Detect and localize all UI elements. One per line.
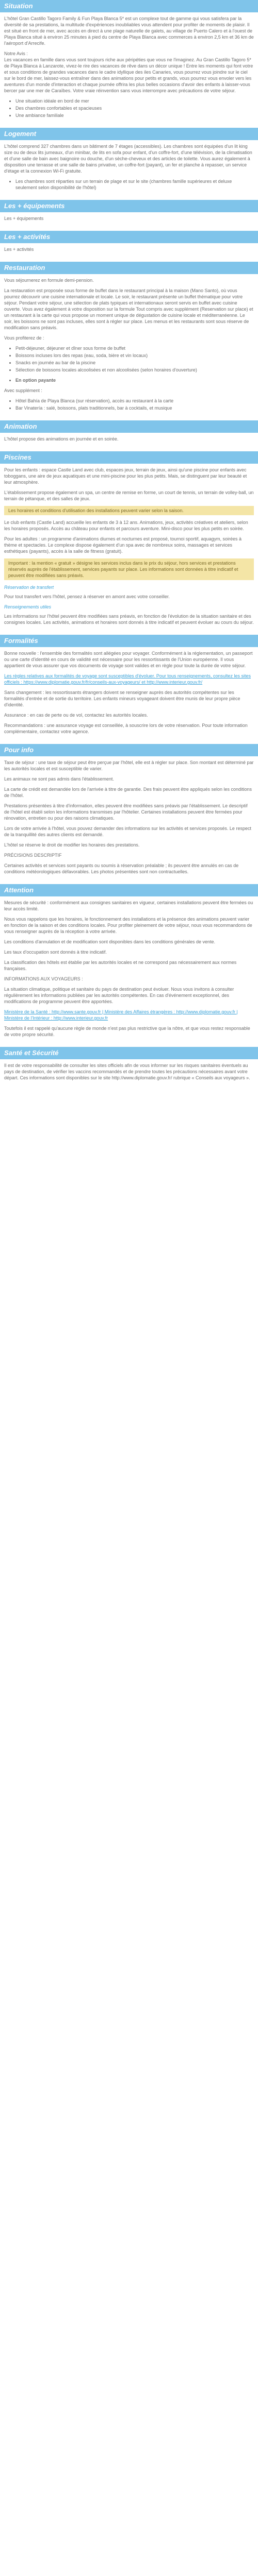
formalites-paragraph: Recommandations : une assurance voyage est conseillée, à souscrire lors de votre réservation. Pour toute information complémentaire, contactez votre agence. [4, 723, 248, 734]
section-body-sante [0, 1059, 258, 1090]
list-item: • Des chambres confortables et spacieuses [15, 105, 254, 111]
section-body-equipements [0, 212, 258, 231]
restauration-paragraph: La restauration est proposée sous forme de buffet dans le restaurant principal à la maison (Mano Santo), où vous pourrez découvrir une cuisine internationale et locale. Le soir, le restaurant présente un buffet thématique pour votre séjour. Pendant votre séjour, une sélection de plats typiques et internationaux seront servis en buffet avec cuisine ouverte. Vous avez également à votre disposition sur la formule Tout compris avec supplément (Reservation sur place) et un restaurant à la carte qui vous propose un moment unique de dégustation de cuisine locale et méditerranéenne. Le soir, les boissons ne sont pas incluses, elles sont à régler sur place. Les menus et les restaurants sont sous réserve de modification sans préavis. [4, 288, 253, 330]
notice-bar: Important : la mention « gratuit » désigne les services inclus dans le prix du séjour, hors services et prestations réservés auprès de l'établissement, services payants sur place. Les informations sont données à titre indicatif et peuvent être modifiées sans préavis. [4, 558, 254, 580]
list-item: • Une situation idéale en bord de mer [15, 98, 254, 104]
pourinfo-paragraph: L'hôtel se réserve le droit de modifier les horaires des prestations. [4, 842, 140, 848]
piscines-paragraph: Les informations sur l'hôtel peuvent être modifiées sans préavis, en fonction de l'évolution de la situation sanitaire et des consignes locales. Les activités, animations et horaires sont donnés à titre indicatif et peuvent évoluer au cours du séjour. [4, 614, 254, 625]
section-header-logement: Logement [0, 128, 258, 140]
section-header-animation: Animation [0, 420, 258, 433]
informations-paragraph: Toutefois il est rappelé qu'aucune règle de monde n'est pas plus restrictive que la nôtre, et que vous restez responsable de votre propre sécurité. [4, 1026, 250, 1037]
list-item: • Snacks en journée au bar de la piscine [15, 360, 254, 366]
section-header-attention: Attention [0, 884, 258, 896]
pourinfo-paragraph: La carte de crédit est demandée lors de l'arrivée à titre de garantie. Des frais peuvent être appliqués selon les conditions de l'hôtel. [4, 787, 252, 798]
section-header-activites: Les + activités [0, 231, 258, 243]
pourinfo-paragraph: Taxe de séjour : une taxe de séjour peut être perçue par l'hôtel, elle est à régler sur place. Son montant est déterminé par les autorités locales et est susceptible de varier. [4, 760, 254, 771]
option-label: En option payante [15, 378, 56, 383]
notice-bar: Les horaires et conditions d'utilisation des installations peuvent varier selon la saison. [4, 506, 254, 515]
section-header-piscines: Piscines [0, 451, 258, 464]
option-list [4, 377, 254, 383]
list-item: • Sélection de boissons locales alcoolisées et non alcoolisées (selon horaires d'ouverture) [15, 367, 254, 373]
section-body-restauration [0, 274, 258, 420]
section-body-animation [0, 433, 258, 451]
logement-list [4, 178, 254, 191]
logement-paragraph: L'hôtel comprend 327 chambres dans un bâtiment de 7 étages (accessibles). Les chambres sont équipées d'un lit king size ou de deux lits jumeaux, d'un minibar, de lits en sofa pour enfant, d'un coffre-fort, d'une télévision, de la climatisation et d'une salle de bain avec baignoire ou douche, d'un sèche-cheveux et des articles de toilette. Vous aurez également à disposition une terrasse et une salle de bains privative, un coffre-fort (payant), un fer et planche à repasser, un service d'étage et la connexion Wi-Fi gratuite. [4, 144, 252, 174]
list-item: • Boissons incluses lors des repas (eau, soda, bière et vin locaux) [15, 352, 254, 359]
section-header-sante: Santé et Sécurité [0, 1047, 258, 1059]
informations-links[interactable]: Ministère de la Santé : http://www.sante.gouv.fr | Ministère des Affaires étrangères : http://www.diplomatie.gouv.fr | Ministère de l'Intérieur : http://www.interieur.gouv.fr [4, 1009, 238, 1021]
section-body-situation [0, 12, 258, 128]
equipements-text: Les + équipements [4, 216, 44, 221]
list-item: • Les chambres sont réparties sur un terrain de plage et sur le site (chambres famille supérieures et deluxe seulement selon disponibilité de l'hôtel) [15, 178, 254, 191]
piscines-paragraph: Pour tout transfert vers l'hôtel, pensez à réserver en amont avec votre conseiller. [4, 594, 170, 599]
subhead: Réservation de transfert [4, 585, 54, 590]
section-body-formalites [0, 647, 258, 744]
piscines-paragraph: Pour les adultes : un programme d'animations diurnes et nocturnes est proposé, tournoi sportif, aquagym, soirées à thème et spectacles. Le complexe dispose également d'un spa avec de nombreux soins, massages et services esthétiques (payants), accès à la salle de fitness (gratuit). [4, 536, 241, 554]
list-item: • Bar Vinatería : salé, boissons, plats traditionnels, bar à cocktails, et musique [15, 405, 254, 411]
section-body-pourinfo [0, 756, 258, 884]
animation-paragraph: L'hôtel propose des animations en journée et en soirée. [4, 436, 119, 442]
subhead: Renseignements utiles [4, 604, 52, 609]
attention-paragraph: Les conditions d'annulation et de modification sont disponibles dans les conditions générales de vente. [4, 939, 215, 944]
restauration-paragraph: Vous séjournerez en formule demi-pension. [4, 278, 94, 283]
attention-paragraph: La classification des hôtels est établie par les autorités locales et ne correspond pas nécessairement aux normes françaises. [4, 960, 237, 971]
option-detail-list [4, 398, 254, 411]
situation-paragraph: L'hôtel Gran Castillo Tagoro Family & Fun Playa Blanca 5* est un complexe tout de gamme qui vous satisfera par la diversité de sa prestations, la multitude d'expériences inoubliables vous attendent pour profiter de moments de plaisir. Il est situé en front de mer, avec accès en direct à une plage naturelle de galets, au village de Puerto Calero et à l'ouest de Playa Blanca situé à environ 25 minutes à pied du centre de Playa Blanca avec commerces à environ 2,5 km et 36 km de l'aéroport d'Arrecife. [4, 16, 254, 46]
section-body-attention [0, 896, 258, 1047]
situation-highlights [4, 98, 254, 118]
attention-paragraph: Nous vous rappelons que les horaires, le fonctionnement des installations et la présence des animations peuvent varier en fonction de la saison et des conditions locales. Pour profiter pleinement de votre séjour, nous vous recommandons de vous renseigner auprès de la réception à votre arrivée. [4, 917, 252, 934]
section-body-piscines [0, 464, 258, 635]
list-item: • Hôtel Bahía de Playa Blanca (sur réservation), accès au restaurant à la carte [15, 398, 254, 404]
pourinfo-paragraph: Certaines activités et services sont payants ou soumis à réservation préalable ; ils peuvent être annulés en cas de conditions météorologiques défavorables. Les photos présentées sont non contractuelles. [4, 863, 239, 874]
section-body-activites [0, 243, 258, 262]
informations-title: INFORMATIONS AUX VOYAGEURS : [4, 976, 83, 981]
list-item [15, 377, 254, 383]
formule-list [4, 345, 254, 373]
attention-paragraph: Mesures de sécurité : conformément aux consignes sanitaires en vigueur, certaines installations peuvent être fermées ou leur accès limité. [4, 900, 253, 911]
section-header-situation: Situation [0, 0, 258, 12]
attention-paragraph: Les taux d'occupation sont donnés à titre indicatif. [4, 950, 107, 955]
list-item: • Une ambiance familiale [15, 112, 254, 118]
pourinfo-subhead: PRÉCISIONS DESCRIPTIF [4, 853, 62, 858]
option-intro: Avec supplément : [4, 388, 42, 393]
formalites-links[interactable]: Les règles relatives aux formalités de voyage sont susceptibles d'évoluer. Pour tous renseignements, consultez les sites officiels : https://www.diplomatie.gouv.fr/fr/conseils-aux-voyageurs/ et http://www.interieur.gouv.fr/ [4, 673, 251, 685]
sante-paragraph: Il est de votre responsabilité de consulter les sites officiels afin de vous informer sur les risques sanitaires éventuels au pays de destination, de vérifier les vaccins recommandés et de prendre toutes les précautions nécessaires avant votre départ. Ces informations sont disponibles sur le site http://www.diplomatie.gouv.fr/ rubrique « Conseils aux voyageurs ». [4, 1063, 250, 1080]
piscines-paragraph: Pour les enfants : espace Castle Land avec club, espaces jeux, terrain de jeux, ainsi qu'une piscine pour enfants avec toboggans, une aire de jeux aquatiques et une mini-piscine pour les plus petits. Mais, se distinguent par leur beauté et leur atmosphère. [4, 467, 247, 485]
section-header-pourinfo: Pour info [0, 744, 258, 756]
section-header-formalites: Formalités [0, 635, 258, 647]
pourinfo-paragraph: Prestations présentées à titre d'information, elles peuvent être modifiées sans préavis par l'établissement. Le descriptif de l'hôtel est établi selon les informations transmises par l'hôtelier. Certaines installations peuvent être fermées pour rénovation, entretien ou pour des raisons climatiques. [4, 803, 248, 821]
pourinfo-paragraph: Les animaux ne sont pas admis dans l'établissement. [4, 776, 114, 782]
section-header-restauration: Restauration [0, 262, 258, 274]
informations-paragraph: La situation climatique, politique et sanitaire du pays de destination peut évoluer. Nous vous invitons à consulter régulièrement les informations publiées par les autorités compétentes. En cas d'événement exceptionnel, des modifications de programme peuvent être apportées. [4, 987, 234, 1004]
piscines-paragraph: Le club enfants (Castle Land) accueille les enfants de 3 à 12 ans. Animations, jeux, activités créatives et ateliers, selon les horaires proposés. Accès au château pour enfants et parcours aventure. Mini-disco pour les plus petits en soirée. [4, 520, 248, 531]
pourinfo-paragraph: Lors de votre arrivée à l'hôtel, vous pouvez demander des informations sur les activités et services proposés. Le respect de la tranquillité des autres clients est demandé. [4, 826, 251, 837]
section-header-equipements: Les + équipements [0, 200, 258, 212]
formule-label: Vous profiterez de : [4, 335, 44, 341]
formalites-paragraph: Sans changement : les ressortissants étrangers doivent se renseigner auprès des autorités compétentes sur les formalités d'entrée et de sortie du territoire. Les enfants mineurs voyageant doivent être munis de leur propre pièce d'identité. [4, 690, 240, 707]
section-body-logement [0, 140, 258, 200]
piscines-paragraph: L'établissement propose également un spa, un centre de remise en forme, un court de tennis, un terrain de volley-ball, un terrain de pétanque, et des salles de jeux. [4, 490, 254, 501]
formalites-paragraph: Bonne nouvelle : l'ensemble des formalités sont allégées pour voyager. Conformément à la réglementation, un passeport ou une carte d'identité en cours de validité est nécessaire pour les ressortissants de l'Union européenne. Il vous appartient de vous assurer que vos documents de voyage sont valides et en règle pour toute la durée de votre séjour. [4, 651, 253, 668]
situation-review: Notre Avis : Les vacances en famille dans vous sont toujours riche aux péripéties que vous ne l'imaginez. Au Gran Castillo Tagoro 5* de Playa Blanca à Lanzarote, vivez-le rire des vacances de rêve dans un décor unique ! Entre les moments qui font votre et sous conditions de grandes vacances dans le cadre idyllique des iles Canaries, vous pourrez vous joindre sur le ciel sur le bord de mer, laissez-vous entraîner dans des animations pour petits et grands, vous pourrez vous envoler vers les aventures d'un monde d'interaction et chaque journée offrira les plus belles occasions d'avoir des enfants à laisser-vous bercer par une mer de Caraïbes. Votre vraie réinvention sans vous interrompre avec précautions de votre séjour. [4, 51, 253, 93]
list-item: • Petit-déjeuner, déjeuner et dîner sous forme de buffet [15, 345, 254, 351]
formalites-paragraph: Assurance : en cas de perte ou de vol, contactez les autorités locales. [4, 713, 148, 718]
activites-text: Les + activités [4, 247, 34, 252]
